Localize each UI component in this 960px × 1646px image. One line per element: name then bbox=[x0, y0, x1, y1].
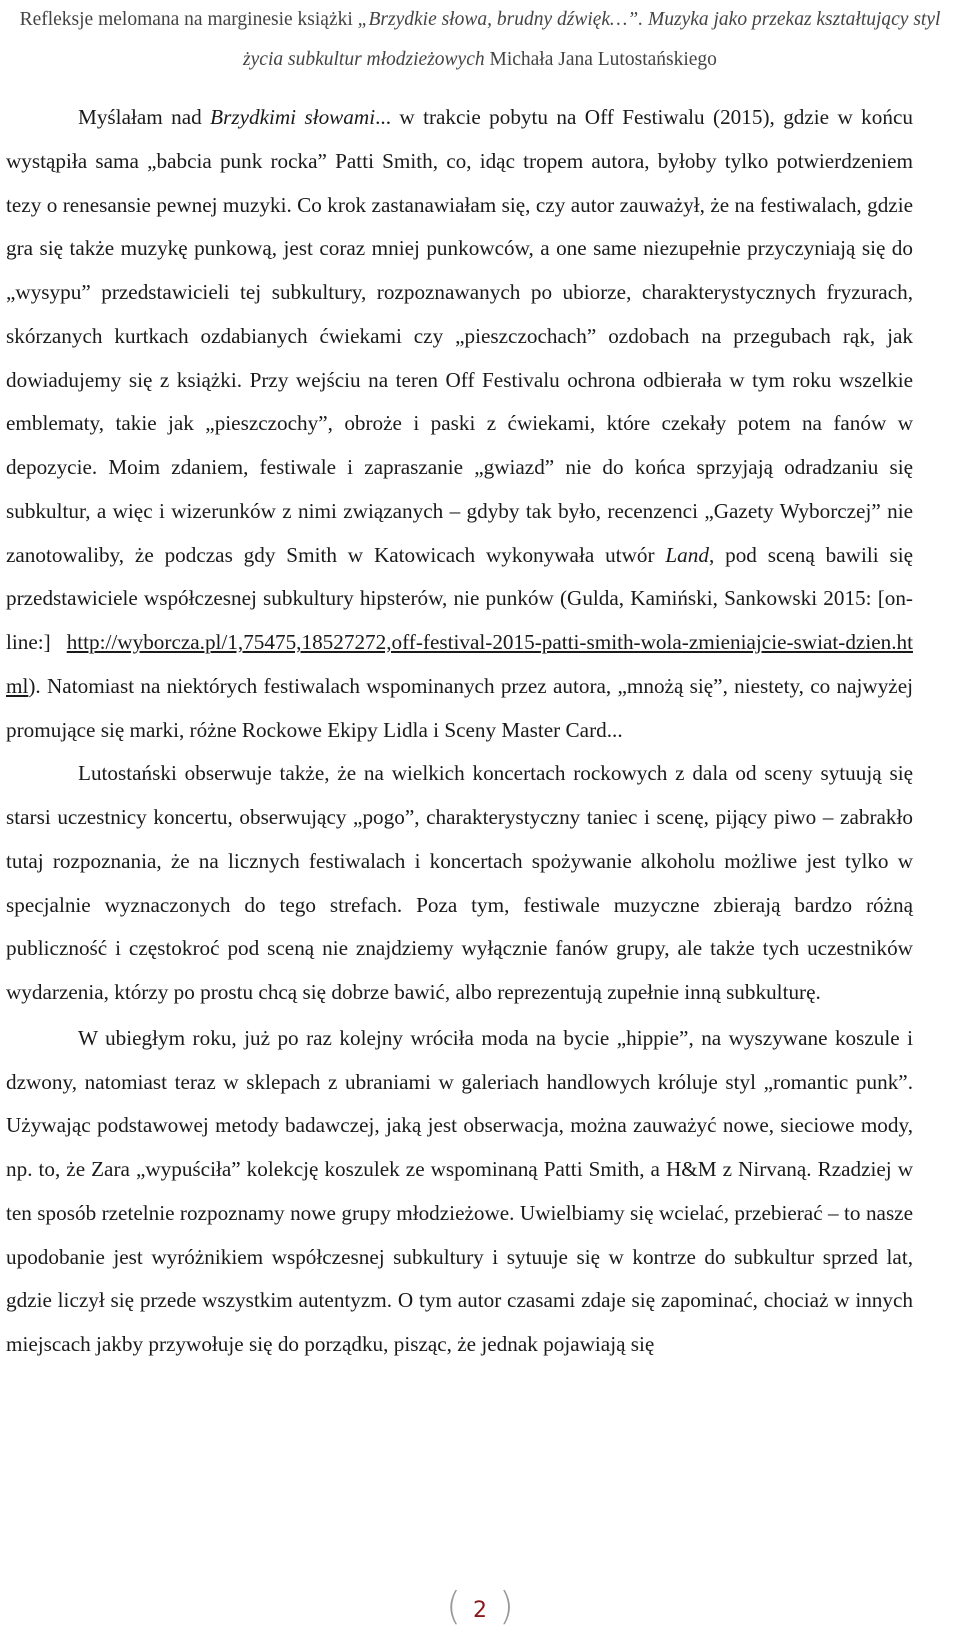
p1-text-c: , pod sceną bawili się przedstawiciele współczesnej subkultury hipsterów, nie punków (Gulda, Kamiński, Sankowski 2015: [on-line:] bbox=[6, 542, 914, 654]
running-header bbox=[0, 0, 960, 80]
paragraph-3: W ubiegłym roku, już po raz kolejny wróciła moda na bycie „hippie”, na wyszywane koszule i dzwony, natomiast teraz w sklepach z ubraniami w galeriach handlowych króluje styl „romantic punk”. Używając podstawowej metody badawczej, jaką jest obserwacja, można zauważyć nowe, sieciowe mody, np. to, że Zara „wypuściła” kolekcję koszulek ze wspominaną Patti Smith, a H&M z Nirvaną. Rzadziej w ten sposób rzetelnie rozpoznamy nowe grupy młodzieżowe. Uwielbiamy się wcielać, przebierać – to nasze upodobanie jest wyróżnikiem współczesnej subkultury i sytuuje się w kontrze do subkultur sprzed lat, gdzie liczył się przede wszystkim autentyzm. O tym autor czasami zdaje się zapominać, chociaż w innych miejscach jakby przywołuje się do porządku, pisząc, że jednak pojawiają się bbox=[6, 1025, 913, 1356]
header-book-title: „Brzydkie słowa, brudny dźwięk…”. Muzyka jako przekaz kształtujący styl życia subkultur młodzieżowych bbox=[243, 9, 941, 70]
p1-text-d: ). Natomiast na niektórych festiwalach wspominanych przez autora, „mnożą się”, niestety, co najwyżej promujące się marki, różne Rockowe Ekipy Lidla i Sceny Master Card... bbox=[6, 673, 913, 742]
paragraph-1 bbox=[6, 96, 913, 752]
left-bracket: ( bbox=[446, 1584, 461, 1628]
source-link[interactable]: http://wyborcza.pl/1,75475,18527272,off-festival-2015-patti-smith-wola-zmieniajcie-swiat-dzien.html bbox=[6, 630, 913, 698]
header-prefix: Refleksje melomana na marginesie książki bbox=[19, 9, 358, 30]
header-author: Michała Jana Lutostańskiego bbox=[484, 49, 717, 70]
paragraph-2: Lutostański obserwuje także, że na wielkich koncertach rockowych z dala od sceny sytuują się starsi uczestnicy koncertu, obserwujący „pogo”, charakterystyczny taniec i scenę, pijący piwo – zabrakło tutaj rozpoznania, że na licznych festiwalach i koncertach spożywanie alkoholu możliwe jest tylko w specjalnie wyznaczonych do tego strefach. Poza tym, festiwale muzyczne zbierają bardzo różną publiczność i częstokroć pod sceną nie znajdziemy wyłącznie fanów grupy, ale także tych uczestników wydarzenia, którzy po prostu chcą się dobrze bawić, albo reprezentują zupełnie inną subkulturę. bbox=[6, 761, 913, 1004]
p1-italic-title: Brzydkimi słowami bbox=[210, 105, 376, 129]
right-bracket: ) bbox=[499, 1584, 514, 1628]
p1-text-b: ... w trakcie pobytu na Off Festiwalu (2015), gdzie w końcu wystąpiła sama „babcia punk rocka” Patti Smith, co, idąc tropem autora, byłoby tylko potwierdzeniem tezy o renesansie pewnej muzyki. Co krok zastanawiałam się, czy autor zauważył, że na festiwalach, gdzie gra się także muzykę punkową, jest coraz mniej punkowców, a one same niezupełnie przyczyniają się do „wysypu” przedstawicieli tej subkultury, rozpoznawanych po ubiorze, charakterystycznych fryzurach, skórzanych kurtkach ozdabianych ćwiekami czy „pieszczochach” ozdobach na przegubach rąk, jak dowiadujemy się z książki. Przy wejściu na teren Off Festivalu ochrona odbierała w tym roku wszelkie emblematy, takie jak „pieszczochy”, obroże i paski z ćwiekami, które czekały potem na fanów w depozycie. Moim zdaniem, festiwale i zapraszanie „gwiazd” nie do końca sprzyjają odradzaniu się subkultur, a więc i wizerunków z nimi związanych – gdyby tak było, recenzenci „Gazety Wyborczej” nie zanotowaliby, że podczas gdy Smith w Katowicach wykonywała utwór bbox=[6, 105, 913, 567]
page-number: 2 bbox=[473, 1597, 487, 1623]
p1-text-a: Myślałam nad bbox=[78, 105, 211, 129]
page-footer bbox=[0, 1584, 960, 1632]
p1-italic-land: Land bbox=[665, 542, 709, 567]
article-body bbox=[6, 96, 913, 1367]
